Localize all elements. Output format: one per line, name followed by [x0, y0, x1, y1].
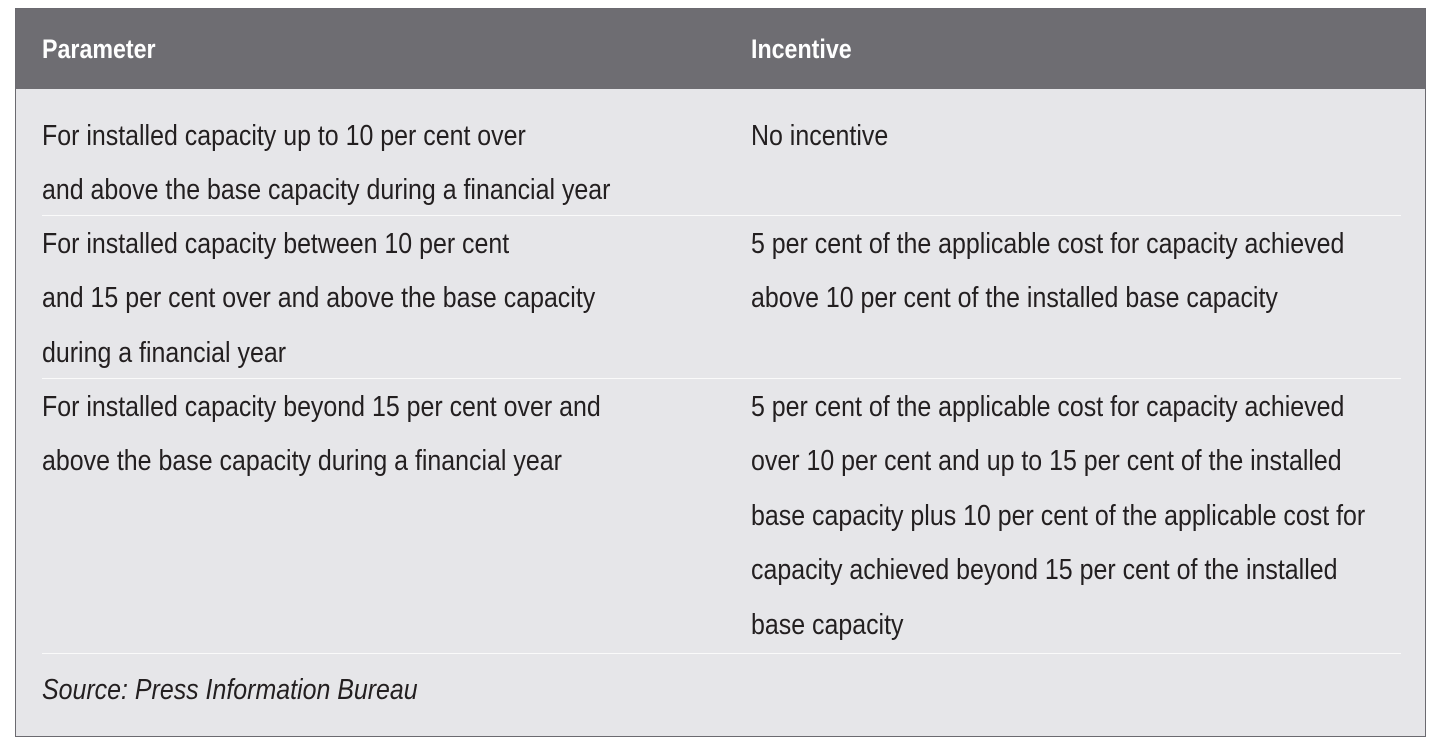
incentive-table [15, 8, 1426, 737]
cell-line: No incentive [751, 120, 889, 152]
parameter-cell [42, 217, 595, 380]
table-header [16, 9, 1425, 89]
cell-line: 5 per cent of the applicable cost for capacity achieved [751, 391, 1345, 423]
table-row [42, 379, 1401, 654]
cell-line: and 15 per cent over and above the base capacity [42, 282, 596, 315]
table-row [42, 216, 1401, 379]
cell-line: For installed capacity beyond 15 per cent over and [42, 391, 601, 423]
cell-line: capacity achieved beyond 15 per cent of the installed [751, 554, 1338, 587]
cell-line: For installed capacity between 10 per cent [42, 228, 510, 260]
source-note: Source: Press Information Bureau [42, 674, 418, 706]
incentive-cell [751, 217, 1344, 326]
incentive-cell [751, 380, 1365, 652]
cell-line: For installed capacity up to 10 per cent over [42, 120, 526, 152]
parameter-cell [42, 109, 610, 218]
header-incentive: Incentive [751, 34, 852, 64]
table-row [42, 90, 1401, 216]
cell-line: above the base capacity during a financial year [42, 445, 562, 478]
cell-line: 5 per cent of the applicable cost for capacity achieved [751, 228, 1345, 260]
cell-line: base capacity plus 10 per cent of the applicable cost for [751, 499, 1366, 532]
cell-line: during a financial year [42, 336, 287, 369]
header-parameter: Parameter [42, 34, 156, 64]
cell-line: over 10 per cent and up to 15 per cent of the installed [751, 445, 1342, 478]
incentive-cell [751, 109, 888, 163]
cell-line: above 10 per cent of the installed base capacity [751, 282, 1278, 315]
cell-line: and above the base capacity during a financial year [42, 174, 611, 207]
cell-line: base capacity [751, 608, 904, 641]
parameter-cell [42, 380, 601, 489]
